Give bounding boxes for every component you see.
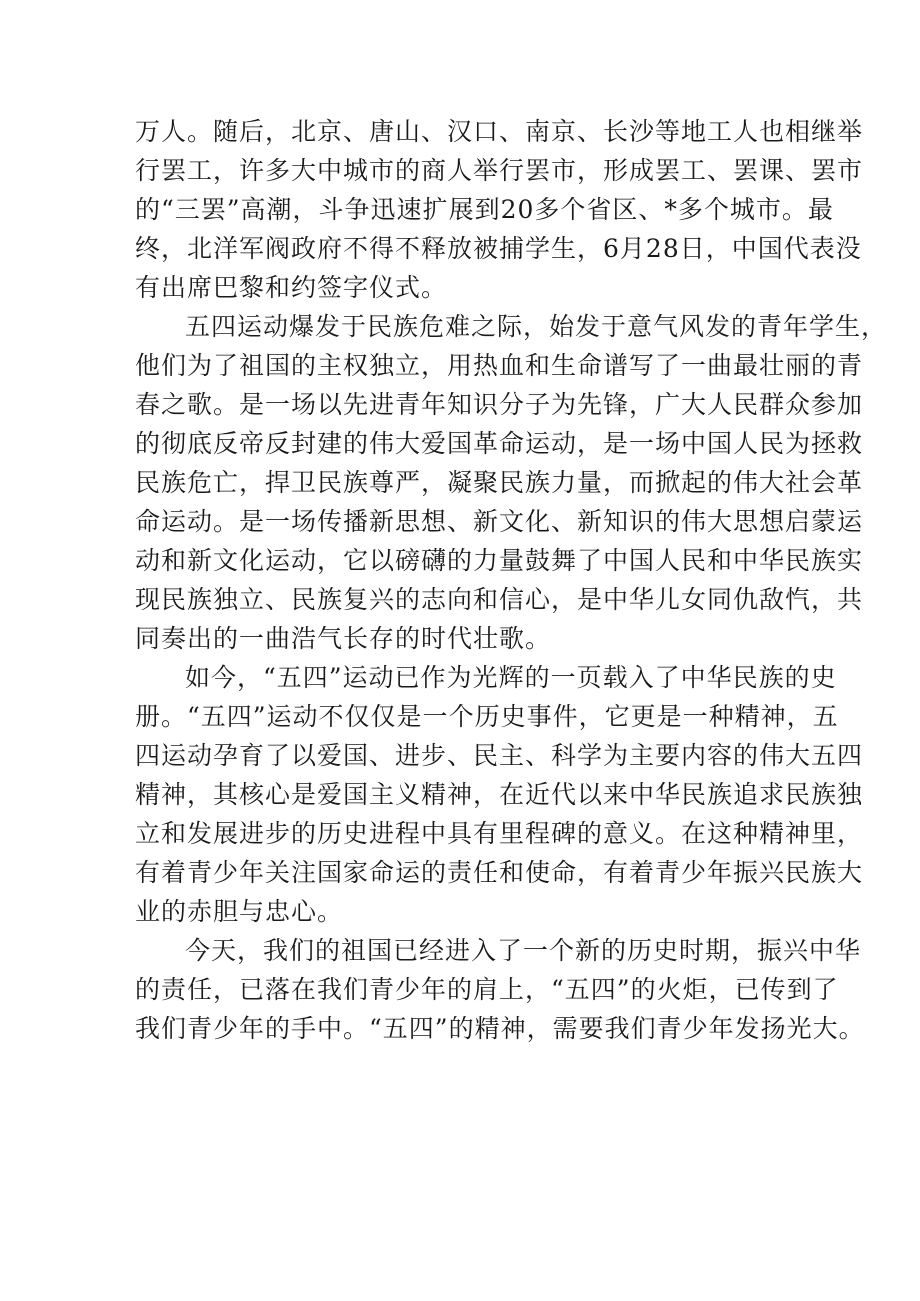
text-line: 春之歌。是一场以先进青年知识分子为先锋，广大人民群众参加: [135, 390, 864, 419]
text-line: 他们为了祖国的主权独立，用热血和生命谱写了一曲最壮丽的青: [135, 351, 864, 380]
text-line: 今天，我们的祖国已经进入了一个新的历史时期，振兴中华: [185, 936, 862, 965]
text-line: 现民族独立、民族复兴的志向和信心，是中华儿女同仇敌忾，共: [135, 585, 864, 614]
text-line: 有出席巴黎和约签字仪式。: [135, 273, 448, 302]
text-line: 终，北洋军阀政府不得不释放被捕学生，6月28日，中国代表没: [135, 234, 862, 263]
text-line: 业的赤胆与忠心。: [135, 897, 344, 926]
text-line: 的彻底反帝反封建的伟大爱国革命运动，是一场中国人民为拯救: [135, 429, 864, 458]
text-line: 行罢工，许多大中城市的商人举行罢市，形成罢工、罢课、罢市: [135, 156, 864, 185]
text-line: 动和新文化运动，它以磅礴的力量鼓舞了中国人民和中华民族实: [135, 546, 864, 575]
text-line: 的责任，已落在我们青少年的肩上，“五四”的火炬，已传到了: [135, 975, 839, 1004]
text-line: 册。“五四”运动不仅仅是一个历史事件，它更是一种精神，五: [135, 702, 839, 731]
text-line: 五四运动爆发于民族危难之际，始发于意气风发的青年学生，: [185, 312, 888, 341]
text-line: 精神，其核心是爱国主义精神，在近代以来中华民族追求民族独: [135, 780, 864, 809]
text-line: 我们青少年的手中。“五四”的精神，需要我们青少年发扬光大。: [135, 1014, 865, 1043]
text-line: 如今，“五四”运动已作为光辉的一页载入了中华民族的史: [185, 663, 837, 692]
text-line: 万人。随后，北京、唐山、汉口、南京、长沙等地工人也相继举: [135, 117, 864, 146]
text-line: 有着青少年关注国家命运的责任和使命，有着青少年振兴民族大: [135, 858, 864, 887]
paragraph-1: [135, 112, 864, 307]
paragraph-4: [135, 931, 865, 1048]
paragraph-3: [135, 658, 864, 931]
text-line: 立和发展进步的历史进程中具有里程碑的意义。在这种精神里，: [135, 819, 864, 848]
text-line: 民族危亡，捍卫民族尊严，凝聚民族力量，而掀起的伟大社会革: [135, 468, 864, 497]
text-line: 的“三罢”高潮，斗争迅速扩展到20多个省区、*多个城市。最: [135, 195, 834, 224]
text-line: 命运动。是一场传播新思想、新文化、新知识的伟大思想启蒙运: [135, 507, 864, 536]
paragraph-2: [135, 307, 888, 658]
document-body: [135, 112, 888, 1048]
text-line: 四运动孕育了以爱国、进步、民主、科学为主要内容的伟大五四: [135, 741, 864, 770]
text-line: 同奏出的一曲浩气长存的时代壮歌。: [135, 624, 552, 653]
